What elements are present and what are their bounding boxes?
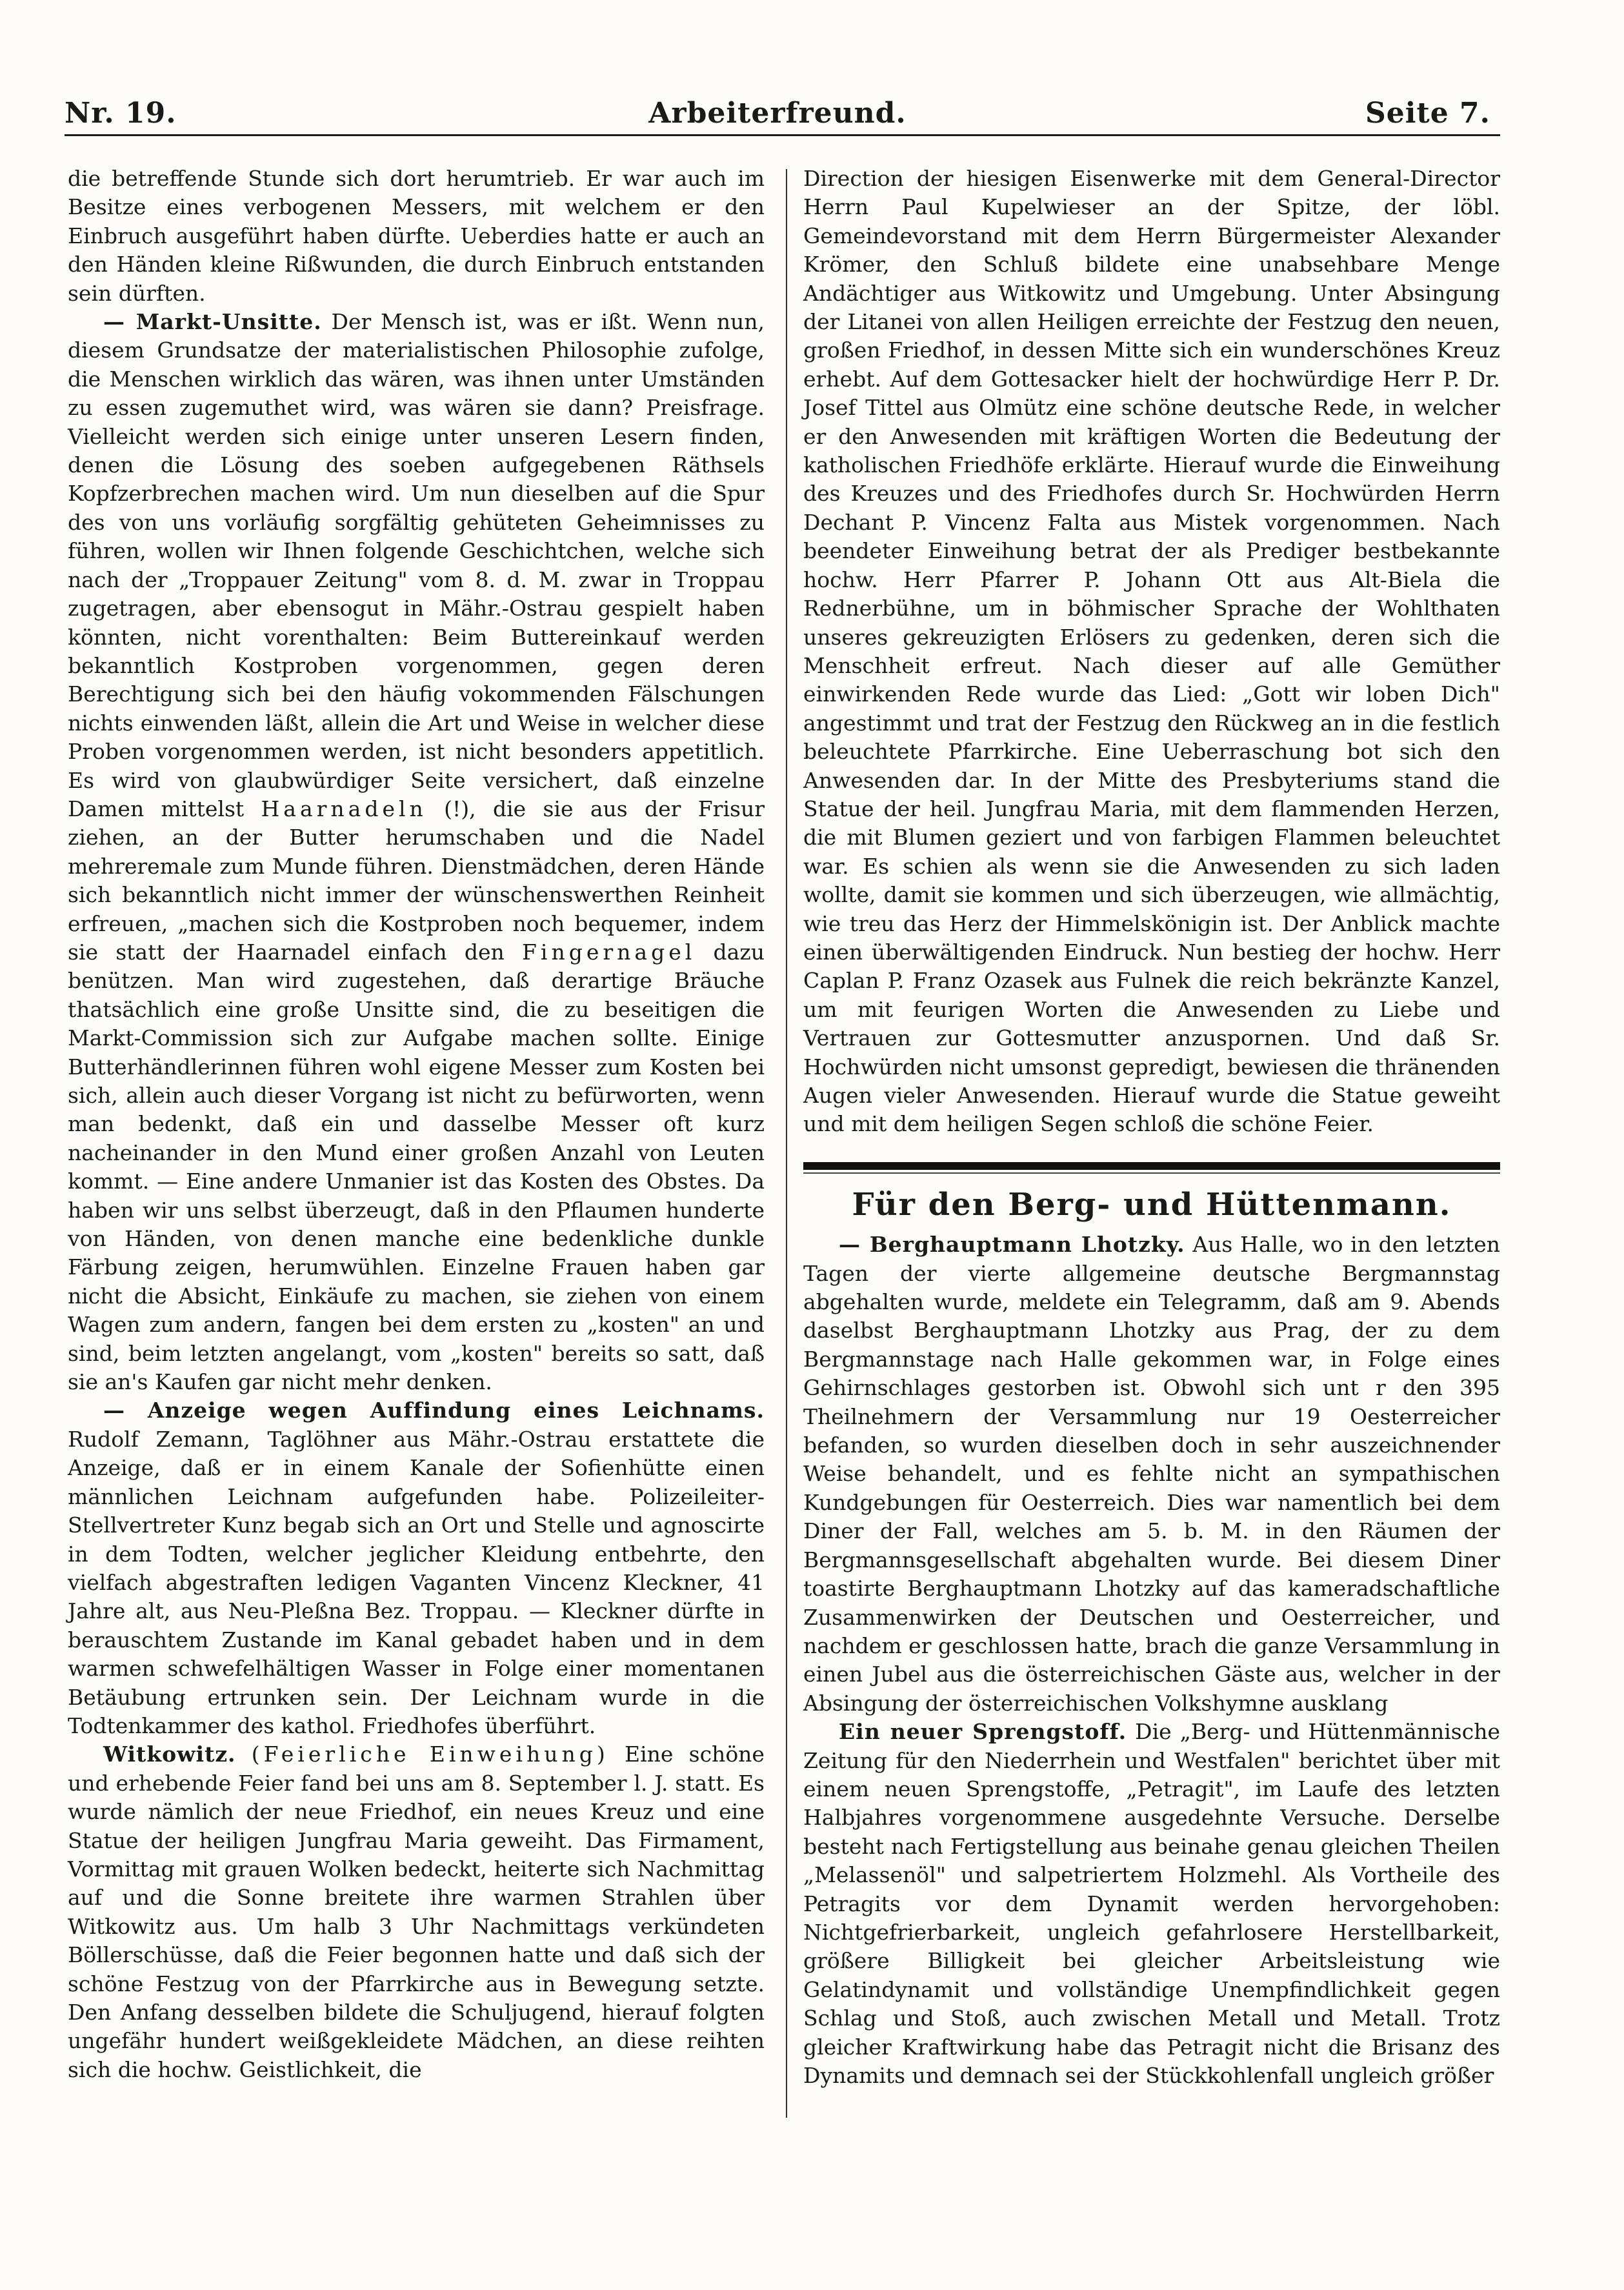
article-text: Aus Halle, wo in den letzten Tagen der vierte allgemeine deutsche Bergmannstag abgehalten wurde, meldete ein Telegramm, daß am 9. Abends daselbst Berghauptmann Lhotzky aus Prag, der zu dem Bergmannstage nach Halle gekommen war, in Folge eines Gehirnschlages gestorben ist. Obwohl sich unt r den 395 Theilnehmern der Versammlung nur 19 Oesterreicher befanden, so wurden dieselben doch in sehr auszeichnender Weise behandelt, und es fehlte nicht an sympathischen Kundgebungen für Oesterreich. Dies war namentlich bei dem Diner der Fall, welches am 5. b. M. in den Räumen der Bergmannsgesellschaft abgehalten wurde. Bei diesem Diner toastirte Berghauptmann Lhotzky auf das kameradschaftliche Zusammenwirken der Deutschen und Oesterreicher, und nachdem er geschlossen hatte, brach die ganze Versammlung in einen Jubel aus die österreichischen Gäste aus, welcher in der Absingung der österreichischen Volkshymne ausklang (803, 1232, 1501, 1716)
article-text: Der Mensch ist, was er ißt. Wenn nun, diesem Grundsatze der materialistischen Philosophie zufolge, die Menschen wirklich das wären, was ihnen unter Umständen zu essen zugemuthet wird, was wären sie dann? Preisfrage. Vielleicht werden sich einige unter unseren Lesern finden, denen die Lösung des soeben aufgegebenen Räthsels Kopfzerbrechen machen wird. Um nun dieselben auf die Spur des von uns vorläufig sorgfältig gehüteten Geheimnisses zu führen, wollen wir Ihnen folgende Geschichtchen, welche sich nach der „Troppauer Zeitung" vom 8. d. M. zwar in Troppau zugetragen, aber ebensogut in Mähr.-Ostrau gespielt haben könnten, nicht vorenthalten: Beim Buttereinkauf werden bekanntlich Kostproben vorgenommen, gegen deren Berechtigung sich bei den häufig vokommenden Fälschungen nichts einwenden läßt, allein die Art und Weise in welcher diese Proben vorgenommen werden, ist nicht besonders appetitlich. Es wird von glaubwürdiger Seite versichert, daß einzelne Damen mittelst (68, 309, 765, 821)
article-continuation: die betreffende Stunde sich dort herumtrieb. Er war auch im Besitze eines verbogenen Messers, mit welchem er den Einbruch ausgeführt haben dürfte. Ueberdies hatte er auch an den Händen kleine Rißwunden, die durch Einbruch entstanden sein dürften. (68, 166, 765, 306)
section-title: Für den Berg- und Hüttenmann. (852, 1186, 1452, 1223)
article-kicker: — Anzeige wegen Auffindung eines Leichnams. (103, 1398, 765, 1423)
masthead-title: Arbeiterfreund. (648, 97, 907, 130)
article-kicker: — Berghauptmann Lhotzky. (839, 1232, 1185, 1258)
article-text: Die „Berg- und Hüttenmännische Zeitung für den Niederrhein und Westfalen" berichtet über mit einem neuen Sprengstoffe, „Petragit", im Laufe des letzten Halbjahres vorgenommene ausgedehnte Versuche. Derselbe besteht nach Fertigstellung aus beinahe genau gleichen Theilen „Melassenöl" und salpetriertem Holzmehl. Als Vortheile des Petragits vor dem Dynamit werden hervorgehoben: Nichtgefrierbarkeit, ungleich gefahrlosere Herstellbarkeit, größere Billigkeit bei gleicher Arbeitsleistung wie Gelatindynamit und vollständige Unempfindlichkeit gegen Schlag und Stoß, auch zwischen Metall und Metall. Trotz gleicher Kraftwirkung habe das Petragit nicht die Brisanz des Dynamits und demnach sei der Stückkohlenfall ungleich größer (803, 1719, 1500, 2088)
article-kicker: — Markt-Unsitte. (103, 309, 322, 335)
article-anzeige (68, 1396, 765, 1740)
article-kicker: Ein neuer Sprengstoff. (839, 1719, 1127, 1745)
article-text: (!), die sie aus der Frisur ziehen, an der Butter herumschaben und die Nadel mehreremale zum Munde führen. Dienstmädchen, deren Hände sich bekanntlich nicht immer der wünschenswerthen Reinheit erfreuen, „machen sich die Kostproben noch bequemer, indem sie statt der Haarnadel einfach den (68, 796, 765, 965)
article-lhotzky (803, 1230, 1500, 1718)
article-text: Rudolf Zemann, Taglöhner aus Mähr.-Ostrau erstattete die Anzeige, daß er in einem Kanale der Sofienhütte einen männlichen Leichnam aufgefunden habe. Polizeileiter-Stellvertreter Kunz begab sich an Ort und Stelle und agnoscirte in dem Todten, welcher jeglicher Kleidung entbehrte, den vielfach abgestraften ledigen Vaganten Vincenz Kleckner, 41 Jahre alt, aus Neu-Pleßna Bez. Troppau. — Kleckner dürfte in berauschtem Zustande im Kanal gebadet haben und in dem warmen schwefelhältigen Wasser in Folge einer momentanen Betäubung ertrunken sein. Der Leichnam wurde in die Todtenkammer des kathol. Friedhofes überführt. (68, 1426, 765, 1738)
left-column (68, 165, 765, 2084)
column-divider (786, 169, 787, 2118)
article-sprengstoff (803, 1718, 1500, 2090)
article-text: Eine schöne und erhebende Feier fand bei uns am 8. September l. J. statt. Es wurde nämlich der neue Friedhof, ein neues Kreuz und eine Statue der heiligen Jungfrau Maria geweiht. Das Firmament, Vormittag mit grauen Wolken bedeckt, heiterte sich Nachmittag auf und die Sonne breitete ihre warmen Strahlen über Witkowitz aus. Um halb 3 Uhr Nachmittags verkündeten Böllerschüsse, daß die Feier begonnen hatte und daß sich der schöne Festzug von der Pfarrkirche aus in Bewegung setzte. Den Anfang desselben bildete die Schuljugend, hierauf folgten ungefähr hundert weißgekleidete Mädchen, an diese reihten sich die hochw. Geistlichkeit, die (68, 1742, 765, 2082)
spaced-emphasis: (Feierliche Einweihung) (251, 1742, 609, 1767)
article-markt-unsitte (68, 308, 765, 1396)
right-column (803, 165, 1500, 2090)
header-rule (65, 134, 1500, 136)
spaced-emphasis: Fingernagel (522, 939, 696, 965)
page-header (65, 97, 1490, 136)
spaced-emphasis: Haarnadeln (261, 796, 427, 821)
issue-number: Nr. 19. (65, 97, 177, 130)
article-text: dazu benützen. Man wird zugestehen, daß derartige Bräuche thatsächlich eine große Unsitte sind, die zu beseitigen die Markt-Commission sich zur Aufgabe machen sollte. Einige Butterhändlerinnen führen wohl eigene Messer zum Kosten bei sich, allein auch dieser Vorgang ist nicht zu befürworten, wenn man bedenkt, daß ein und dasselbe Messer oft kurz nacheinander in den Mund einer großen Anzahl von Leuten kommt. — Eine andere Unmanier ist das Kosten des Obstes. Da haben wir uns selbst überzeugt, daß in den Pflaumen hunderte von Händen, von denen manche eine bedenkliche dunkle Färbung zeigen, herumwühlen. Einzelne Frauen haben gar nicht die Absicht, Einkäufe zu machen, sie ziehen von einem Wagen zum andern, fangen bei dem ersten zu „kosten" an und sind, beim letzten angelangt, vom „kosten" bereits so satt, daß sie an's Kaufen gar nicht mehr denken. (68, 939, 765, 1395)
article-witkowitz (68, 1740, 765, 2084)
article-witkowitz-continuation: Direction der hiesigen Eisenwerke mit dem General-Director Herrn Paul Kupelwieser an der Spitze, der löbl. Gemeindevorstand mit dem Herrn Bürgermeister Alexander Krömer, den Schluß bildete eine unabsehbare Menge Andächtiger aus Witkowitz und Umgebung. Unter Absingung der Litanei von allen Heiligen erreichte der Festzug den neuen, großen Friedhof, in dessen Mitte sich ein wunderschönes Kreuz erhebt. Auf dem Gottesacker hielt der hochwürdige Herr P. Dr. Josef Tittel aus Olmütz eine schöne deutsche Rede, in welcher er den Anwesenden mit kräftigen Worten die Bedeutung der katholischen Friedhöfe erklärte. Hierauf wurde die Einweihung des Kreuzes und des Friedhofes durch Sr. Hochwürden Herrn Dechant P. Vincenz Falta aus Mistek vorgenommen. Nach beendeter Einweihung betrat der als Prediger bestbekannte hochw. Herr Pfarrer P. Johann Ott aus Alt-Biela die Rednerbühne, um in böhmischer Sprache der Wohlthaten unseres gekreuzigten Erlösers zu gedenken, deren sich die Menschheit erfreut. Nach dieser auf alle Gemüther einwirkenden Rede wurde das Lied: „Gott wir loben Dich" angestimmt und trat der Festzug den Rückweg an in die festlich beleuchtete Pfarrkirche. Eine Ueberraschung bot sich den Anwesenden dar. In der Mitte des Presbyteriums stand die Statue der heil. Jungfrau Maria, mit dem flammenden Herzen, die mit Blumen geziert und von farbigen Flammen beleuchtet war. Es schien als wenn sie die Anwesenden zu sich laden wollte, damit sie kommen und sich überzeugen, wie allmächtig, wie treu das Herz der Himmelskönigin ist. Der Anblick machte einen überwältigenden Eindruck. Nun bestieg der hochw. Herr Caplan P. Franz Ozasek aus Fulnek die reich bekränzte Kanzel, um mit feurigen Worten die Anwesenden zu Liebe und Vertrauen zur Gottesmutter anzuspornen. Und daß Sr. Hochwürden nicht umsonst gepredigt, bewiesen die thränenden Augen vieler Anwesenden. Hierauf wurde die Statue geweiht und mit dem heiligen Segen schloß die schöne Feier. (803, 166, 1500, 1137)
section-rule-thick (803, 1162, 1500, 1170)
section-rule-thin (803, 1172, 1500, 1174)
article-kicker: Witkowitz. (103, 1742, 236, 1767)
page-number: Seite 7. (1365, 97, 1490, 130)
